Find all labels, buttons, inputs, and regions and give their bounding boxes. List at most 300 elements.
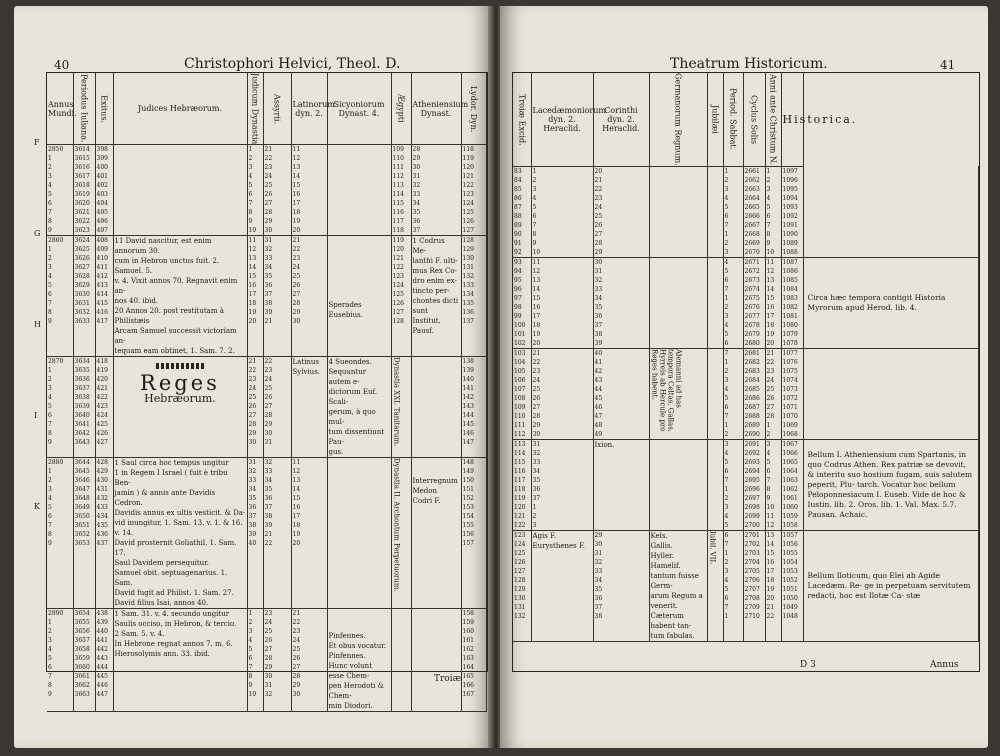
- annus-mundi-numbers-entry: 8: [48, 218, 52, 226]
- cyclus-numbers: [767, 440, 780, 530]
- cyclus-cell: [765, 348, 781, 439]
- sabbat-cell: [723, 530, 743, 641]
- latinorum-numbers-entry: 17: [292, 513, 301, 521]
- troiae-excid-cell: [513, 530, 531, 641]
- lydorum-numbers: [463, 236, 485, 326]
- judicum-numbers-entry: 17: [248, 291, 257, 299]
- atheniensium-line: Medon: [412, 487, 438, 496]
- annus-mundi-numbers-entry: 9: [48, 540, 52, 548]
- exitus-numbers-entry: 447: [96, 691, 108, 699]
- assyrii-numbers-entry: 33: [264, 255, 273, 263]
- left-column-header: Ægypti: [391, 73, 411, 145]
- judicum-numbers-entry: 26: [248, 403, 257, 411]
- germanorum-text-line: venerit. Cæterum: [650, 601, 684, 620]
- atheniensium-numbers: [413, 145, 460, 235]
- right-column-header: Cyclus Solis: [743, 73, 765, 166]
- exitus-numbers-entry: 403: [96, 191, 108, 199]
- germanorum-text-line: Gallis.: [650, 541, 673, 550]
- corinthi-numbers-entry: 46: [594, 403, 603, 411]
- judicum-numbers-entry: 12: [248, 246, 257, 254]
- jubilaei-cell: [707, 257, 723, 348]
- cyclus-numbers-entry: 10: [766, 503, 775, 511]
- periodus-numbers-entry: 2676: [744, 303, 760, 311]
- anni-ante-numbers-entry: 1086: [782, 267, 798, 275]
- anni-ante-numbers-entry: 1064: [782, 467, 798, 475]
- corinthi-numbers-entry: 36: [594, 312, 603, 320]
- right-decade-block: [513, 348, 978, 439]
- judices-text-line: nos 40. ibid.: [114, 297, 159, 306]
- periodus-iuliana-numbers-entry: 3621: [74, 209, 90, 217]
- sabbat-numbers-entry: 6: [724, 276, 729, 284]
- latinorum-numbers-entry: 20: [292, 540, 301, 548]
- cyclus-numbers-entry: 14: [766, 285, 775, 293]
- sabbat-numbers-entry: 7: [724, 540, 729, 548]
- latinorum-numbers-entry: 13: [292, 477, 301, 485]
- periodus-numbers-entry: 2672: [744, 267, 760, 275]
- latinorum-numbers-entry: 14: [292, 486, 301, 494]
- aegypti-numbers-entry: 120: [392, 246, 404, 254]
- cyclus-numbers-entry: 3: [766, 440, 771, 448]
- judicum-numbers-entry: 24: [248, 385, 257, 393]
- lydorum-numbers-entry: 154: [462, 513, 474, 521]
- lydorum-cell: [461, 458, 486, 609]
- sabbat-numbers-entry: 7: [724, 476, 729, 484]
- left-decade-block: [47, 145, 486, 236]
- lydorum-numbers-entry: 132: [462, 273, 474, 281]
- assyrii-cell: [263, 236, 291, 357]
- lydorum-cell: [461, 609, 486, 712]
- left-decade-block: [47, 357, 486, 458]
- lacedaemon-numbers-entry: 13: [532, 276, 541, 284]
- exitus-numbers-entry: 399: [96, 155, 108, 163]
- atheniensium-cell: [411, 458, 461, 609]
- sabbat-numbers-entry: 1: [724, 167, 729, 175]
- left-folio: 40: [54, 58, 70, 72]
- periodus-numbers-entry: 2700: [744, 521, 760, 529]
- periodus-iuliana-numbers-entry: 3649: [74, 504, 90, 512]
- latinorum-numbers-entry: 24: [292, 637, 301, 645]
- left-decade-block: [47, 236, 486, 357]
- corinthi-numbers-entry: 37: [594, 603, 603, 611]
- exitus-numbers-entry: 444: [96, 664, 108, 672]
- latinorum-text: [293, 357, 326, 377]
- cyclus-numbers-entry: 26: [766, 394, 775, 402]
- reges-text-line: 1 in Regem I Israel ( fuit è tribu Ben-: [114, 469, 228, 488]
- periodus-numbers-entry: 2671: [744, 258, 760, 266]
- lacedaemon-numbers-entry: 1: [532, 167, 537, 175]
- periodus-iuliana-numbers-entry: 3640: [74, 412, 90, 420]
- periodus-numbers-entry: 2692: [744, 449, 760, 457]
- lydorum-numbers: [463, 357, 485, 447]
- sabbat-numbers-entry: 1: [724, 485, 729, 493]
- anni-ante-numbers-entry: 1065: [782, 458, 798, 466]
- lacedaemon-numbers: [533, 258, 592, 348]
- anni-ante-numbers-entry: 1088: [782, 248, 798, 256]
- periodus-numbers-entry: 2706: [744, 576, 760, 584]
- troiae-numbers-entry: 115: [514, 458, 526, 466]
- judices-cell: [113, 236, 247, 357]
- david-text-line: In Hebrone regnat annos 7. m. 6.: [114, 640, 233, 649]
- judicum-numbers-entry: 35: [248, 495, 257, 503]
- troiae-numbers-entry: 132: [514, 612, 526, 620]
- periodus-numbers-entry: 2664: [744, 194, 760, 202]
- left-column-header: Judicum Dynastia: [247, 73, 263, 145]
- exitus-numbers-entry: 410: [96, 255, 108, 263]
- troiae-numbers-entry: 106: [514, 376, 526, 384]
- lacedaemon-numbers-entry: 17: [532, 312, 541, 320]
- troiae-numbers-entry: 123: [514, 531, 526, 539]
- lacedaemon-numbers-entry: 24: [532, 376, 541, 384]
- exitus-cell: [95, 145, 113, 236]
- latinorum-numbers-entry: 15: [292, 495, 301, 503]
- corinthi-numbers-entry: 25: [594, 212, 603, 220]
- annus-mundi-cell: [47, 357, 73, 458]
- assyrii-numbers-entry: 27: [264, 403, 273, 411]
- assyrii-numbers-entry: 31: [264, 439, 273, 447]
- lacedaemon-cell: [531, 348, 593, 439]
- anni-ante-numbers-entry: 1057: [782, 531, 798, 539]
- sabbat-numbers-entry: 3: [724, 440, 729, 448]
- periodus-iuliana-numbers-entry: 3619: [74, 191, 90, 199]
- lydorum-numbers: [463, 609, 485, 699]
- lacedaemon-text-line: Agis F.: [532, 531, 557, 540]
- anni-ante-numbers-entry: 1097: [782, 167, 798, 175]
- lacedaemon-numbers-entry: 22: [532, 358, 541, 366]
- cyclus-numbers-entry: 11: [766, 258, 775, 266]
- corinthi-numbers-entry: 30: [594, 258, 603, 266]
- assyrii-numbers-entry: 22: [264, 540, 273, 548]
- corinthi-cell: [593, 348, 649, 439]
- sabbat-numbers-entry: 1: [724, 294, 729, 302]
- lydorum-numbers-entry: 138: [462, 358, 474, 366]
- troiae-numbers-entry: 105: [514, 367, 526, 375]
- annus-mundi-numbers-entry: 2860: [48, 237, 64, 245]
- sabbat-numbers-entry: 6: [724, 403, 729, 411]
- exitus-numbers-entry: 402: [96, 182, 108, 190]
- annus-mundi-numbers-entry: 5: [48, 504, 52, 512]
- left-column-header: Atheniensium Dynast.: [411, 73, 461, 145]
- lacedaemon-numbers-entry: 27: [532, 403, 541, 411]
- left-decade-block: [47, 609, 486, 712]
- latinorum-numbers: [293, 458, 326, 548]
- latinorum-cell: [291, 145, 327, 236]
- atheniensium-numbers-entry: 32: [412, 182, 421, 190]
- annus-mundi-numbers-entry: 3: [48, 264, 52, 272]
- corinthi-numbers-entry: 34: [594, 576, 603, 584]
- periodus-numbers-entry: 2680: [744, 339, 760, 347]
- anni-ante-numbers-entry: 1049: [782, 603, 798, 611]
- assyrii-numbers-entry: 39: [264, 309, 273, 317]
- lydorum-numbers-entry: 131: [462, 264, 474, 272]
- atheniensium-text-2: [413, 458, 460, 506]
- sabbat-numbers-entry: 5: [724, 330, 729, 338]
- troiae-numbers-entry: 86: [514, 194, 522, 202]
- lydorum-numbers-entry: 161: [462, 637, 474, 645]
- assyrii-numbers-entry: 30: [264, 430, 273, 438]
- sicyoniorum-text-c: [329, 609, 390, 711]
- sabbat-numbers: [725, 167, 742, 257]
- david-text-line: 1 Sam. 31. v. 4. secundo ungitur: [114, 610, 230, 619]
- periodus-numbers: [745, 531, 764, 621]
- exitus-numbers-entry: 411: [96, 264, 108, 272]
- judices-cell: [113, 609, 247, 712]
- anni-ante-numbers-entry: 1073: [782, 385, 798, 393]
- left-column-header: Sicyoniorum Dynast. 4.: [327, 73, 391, 145]
- periodus-iuliana-numbers-entry: 3657: [74, 637, 90, 645]
- troiae-excid-cell: [513, 166, 531, 257]
- cyclus-numbers-entry: 5: [766, 203, 771, 211]
- lacedaemon-numbers-entry: 6: [532, 212, 537, 220]
- germanorum-text-line: Hamelif.: [650, 561, 681, 570]
- atheniensium-cell: [411, 357, 461, 458]
- troiae-numbers-entry: 109: [514, 403, 526, 411]
- lydorum-numbers-entry: 155: [462, 522, 474, 530]
- latinorum-numbers-entry: 30: [292, 691, 301, 699]
- aegypti-numbers-entry: 109: [392, 146, 404, 154]
- cyclus-numbers-entry: 19: [766, 585, 775, 593]
- sabbat-numbers-entry: 3: [724, 503, 729, 511]
- lacedaemon-numbers-entry: 18: [532, 321, 541, 329]
- cyclus-numbers-entry: 4: [766, 449, 771, 457]
- lydorum-numbers-entry: 149: [462, 468, 474, 476]
- atheniensium-line: chontes dicti sunt: [412, 297, 459, 316]
- anni-ante-numbers-entry: 1078: [782, 339, 798, 347]
- latinorum-cell: [291, 236, 327, 357]
- sabbat-numbers-entry: 2: [724, 558, 729, 566]
- anni-ante-numbers-entry: 1076: [782, 358, 798, 366]
- troiae-numbers: [514, 167, 530, 257]
- anni-ante-numbers-entry: 1089: [782, 239, 798, 247]
- exitus-numbers-entry: 433: [96, 504, 108, 512]
- exitus-numbers-entry: 419: [96, 367, 108, 375]
- latinorum-numbers-entry: 27: [292, 664, 301, 672]
- aegypti-vertical-label-2: Dynastia II. Archontum Perpetuorum.: [392, 458, 401, 593]
- annus-mundi-numbers-entry: 2870: [48, 358, 64, 366]
- lydorum-numbers-entry: 128: [462, 237, 474, 245]
- assyrii-numbers-entry: 23: [264, 164, 273, 172]
- periodus-iuliana-numbers-entry: 3646: [74, 477, 90, 485]
- assyrii-numbers-entry: 26: [264, 191, 273, 199]
- annus-mundi-numbers-entry: 7: [48, 522, 52, 530]
- latinorum-numbers: [293, 145, 326, 235]
- margin-letter: K: [34, 502, 40, 511]
- reges-text-line: 1 Saul circa hoc tempus ungitur: [114, 459, 229, 468]
- periodus-iuliana-numbers-entry: 3625: [74, 246, 90, 254]
- periodus-cell: [743, 166, 765, 257]
- judicum-numbers-entry: 4: [248, 173, 253, 181]
- aegypti-numbers-entry: 115: [392, 200, 404, 208]
- latinorum-numbers-entry: 30: [292, 318, 301, 326]
- right-decade-block: [513, 166, 978, 257]
- latinorum-numbers-entry: 18: [292, 209, 301, 217]
- lydorum-numbers-entry: 158: [462, 610, 474, 618]
- anni-ante-christum-cell: [781, 348, 803, 439]
- periodus-numbers-entry: 2679: [744, 330, 760, 338]
- periodus-numbers-entry: 2708: [744, 594, 760, 602]
- lydorum-numbers-entry: 129: [462, 246, 474, 254]
- assyrii-numbers-entry: 39: [264, 522, 273, 530]
- judicum-numbers-entry: 31: [248, 459, 257, 467]
- corinthi-numbers-entry: 20: [594, 167, 603, 175]
- sabbat-numbers-entry: 3: [724, 376, 729, 384]
- reges-text-line: Samuel obit. septuagenarius. 1. Sam.: [114, 569, 228, 588]
- lacedaemon-numbers-entry: 31: [532, 440, 541, 448]
- periodus-cell: [743, 530, 765, 641]
- lacedaemon-numbers-entry: 1: [532, 503, 537, 511]
- annus-mundi-numbers-entry: 9: [48, 691, 52, 699]
- sabbat-cell: [723, 439, 743, 530]
- germanorum-text-line: Hyller.: [650, 551, 674, 560]
- latinorum-numbers: [293, 236, 326, 326]
- corinthi-numbers-entry: 34: [594, 294, 603, 302]
- anni-ante-numbers-entry: 1091: [782, 221, 798, 229]
- troiae-numbers-entry: 126: [514, 558, 526, 566]
- anni-ante-numbers-entry: 1084: [782, 285, 798, 293]
- periodus-numbers-entry: 2709: [744, 603, 760, 611]
- lacedaemon-text-line: Eurysthenes F.: [532, 541, 585, 550]
- cyclus-cell: [765, 166, 781, 257]
- anni-ante-christum-cell: [781, 530, 803, 641]
- corinthi-cell: [593, 530, 649, 641]
- exitus-numbers-entry: 401: [96, 173, 108, 181]
- right-column-header: Jubilæi: [707, 73, 723, 166]
- periodus-numbers-entry: 2662: [744, 176, 760, 184]
- assyrii-numbers-entry: 28: [264, 209, 273, 217]
- assyrii-numbers-entry: 30: [264, 673, 273, 681]
- lacedaemon-numbers: [533, 167, 592, 257]
- aegypti-numbers-entry: 128: [392, 318, 404, 326]
- right-decade-block: [513, 439, 978, 530]
- anni-ante-numbers-entry: 1072: [782, 394, 798, 402]
- assyrii-numbers-entry: 31: [264, 682, 273, 690]
- periodus-iuliana-numbers-entry: 3645: [74, 468, 90, 476]
- sabbat-numbers-entry: 6: [724, 467, 729, 475]
- assyrii-cell: [263, 458, 291, 609]
- atheniensium-text: [413, 236, 460, 336]
- left-running-head: Christophori Helvici, Theol. D.: [184, 56, 401, 72]
- anni-ante-christum-cell: [781, 166, 803, 257]
- cyclus-numbers-entry: 3: [766, 185, 771, 193]
- annus-mundi-numbers: [48, 145, 72, 235]
- right-column-header: Troiæ Excid.: [513, 73, 531, 166]
- latinorum-numbers-entry: 24: [292, 264, 301, 272]
- periodus-numbers-entry: 2677: [744, 312, 760, 320]
- anni-ante-numbers-entry: 1077: [782, 349, 798, 357]
- periodus-numbers-entry: 2707: [744, 585, 760, 593]
- lacedaemon-numbers-entry: 12: [532, 267, 541, 275]
- sabbat-numbers-entry: 7: [724, 285, 729, 293]
- periodus-numbers-entry: 2704: [744, 558, 760, 566]
- sabbat-numbers-entry: 5: [724, 203, 729, 211]
- periodus-cell: [743, 439, 765, 530]
- latinorum-numbers-entry: 28: [292, 673, 301, 681]
- anni-ante-numbers: [783, 349, 802, 439]
- right-running-head: Theatrum Historicum.: [670, 56, 828, 72]
- troiae-numbers-entry: 104: [514, 358, 526, 366]
- annus-mundi-cell: [47, 458, 73, 609]
- annus-mundi-numbers-entry: 5: [48, 655, 52, 663]
- judicum-numbers-entry: 4: [248, 637, 253, 645]
- corinthi-numbers-entry: 35: [594, 303, 603, 311]
- margin-letter: F: [34, 138, 40, 147]
- right-column-header: Corinthi dyn. 2. Heraclid.: [593, 73, 649, 166]
- judices-text-line: 11 David nascitur, est enim annorum 30.: [114, 237, 212, 256]
- left-column-header: Exitus.: [95, 73, 113, 145]
- aegypti-numbers-entry: 127: [392, 309, 404, 317]
- left-page: [14, 6, 492, 748]
- annus-mundi-numbers-entry: 1: [48, 619, 52, 627]
- sabbat-numbers-entry: 4: [724, 512, 729, 520]
- periodus-numbers-entry: 2689: [744, 421, 760, 429]
- periodus-iuliana-numbers-entry: 3642: [74, 430, 90, 438]
- exitus-numbers: [97, 236, 112, 326]
- atheniensium-cell: [411, 236, 461, 357]
- lydorum-numbers-entry: 145: [462, 421, 474, 429]
- periodus-iuliana-numbers-entry: 3653: [74, 540, 90, 548]
- sicyoniorum-text-a: [329, 236, 390, 320]
- atheniensium-numbers-entry: 30: [412, 164, 421, 172]
- corinthi-numbers-entry: 28: [594, 239, 603, 247]
- right-column-header: Lacedæmoniorum dyn. 2. Heraclid.: [531, 73, 593, 166]
- anni-ante-numbers: [783, 167, 802, 257]
- assyrii-numbers-entry: 23: [264, 367, 273, 375]
- annus-mundi-numbers-entry: 4: [48, 646, 52, 654]
- latinorum-numbers-entry: 21: [292, 237, 301, 245]
- lydorum-numbers-entry: 123: [462, 191, 474, 199]
- right-folio: 41: [940, 58, 956, 72]
- sicyoniorum-line: Pinfennes.: [328, 632, 366, 641]
- exitus-numbers-entry: 446: [96, 682, 108, 690]
- cyclus-numbers-entry: 24: [766, 376, 775, 384]
- periodus-iuliana-numbers-entry: 3639: [74, 403, 90, 411]
- troiae-numbers-entry: 93: [514, 258, 522, 266]
- periodus-iuliana-numbers: [75, 609, 94, 699]
- judicum-numbers: [249, 357, 262, 447]
- sabbat-numbers-entry: 2: [724, 303, 729, 311]
- lacedaemon-numbers-entry: 26: [532, 394, 541, 402]
- assyrii-numbers-entry: 26: [264, 394, 273, 402]
- anni-ante-numbers-entry: 1052: [782, 576, 798, 584]
- right-decade-block: [513, 257, 978, 348]
- assyrii-numbers-entry: 35: [264, 273, 273, 281]
- periodus-iuliana-numbers-entry: 3617: [74, 173, 90, 181]
- judicum-numbers-entry: 7: [248, 664, 253, 672]
- aegypti-numbers: [393, 236, 410, 326]
- historica-cell: [803, 439, 978, 530]
- david-text-line: Hierosolymis ann. 33. ibid.: [114, 650, 210, 659]
- exitus-numbers-entry: 443: [96, 655, 108, 663]
- annus-mundi-numbers-entry: 4: [48, 273, 52, 281]
- anni-ante-numbers-entry: 1070: [782, 412, 798, 420]
- exitus-numbers-entry: 421: [96, 385, 108, 393]
- periodus-iuliana-numbers-entry: 3641: [74, 421, 90, 429]
- assyrii-numbers-entry: 26: [264, 637, 273, 645]
- lydorum-numbers-entry: 153: [462, 504, 474, 512]
- latinorum-numbers-entry: 12: [292, 155, 301, 163]
- exitus-numbers-entry: 439: [96, 619, 108, 627]
- annus-mundi-numbers-entry: 8: [48, 682, 52, 690]
- periodus-iuliana-numbers-entry: 3614: [74, 146, 90, 154]
- annus-mundi-numbers-entry: 5: [48, 403, 52, 411]
- lacedaemon-numbers-entry: 34: [532, 467, 541, 475]
- corinthi-numbers-entry: 26: [594, 221, 603, 229]
- judicum-numbers: [249, 609, 262, 699]
- corinthi-numbers-entry: 47: [594, 412, 603, 420]
- judicum-numbers-entry: 8: [248, 209, 253, 217]
- sabbat-numbers-entry: 3: [724, 185, 729, 193]
- jubilaei-cell: [707, 348, 723, 439]
- anni-ante-numbers-entry: 1054: [782, 558, 798, 566]
